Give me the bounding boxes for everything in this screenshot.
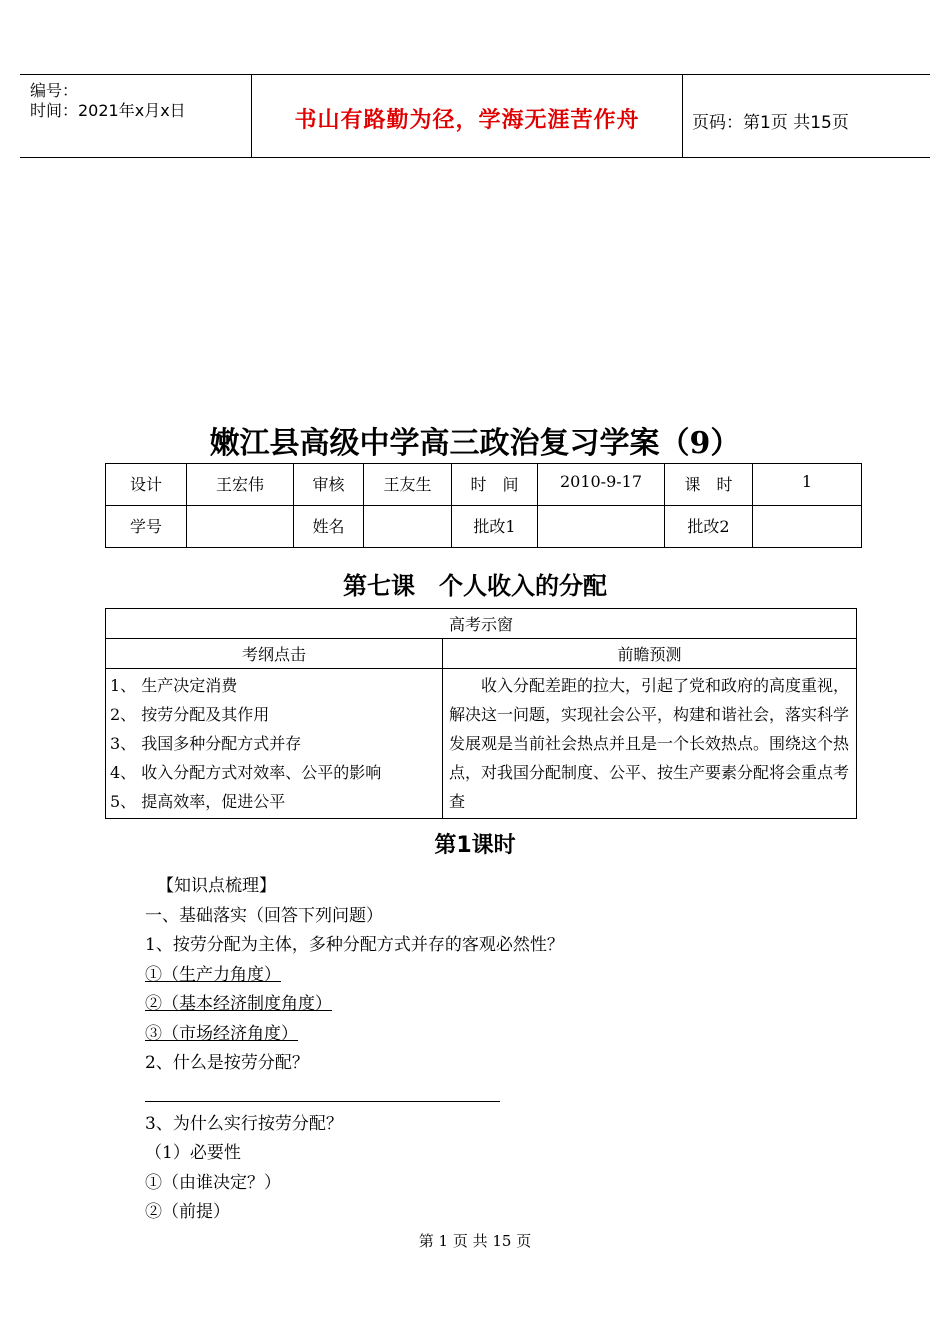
session-title: 第1课时 (434, 833, 516, 858)
page-footer: 第 1 页 共 15 页 (418, 1232, 532, 1250)
cell: 设计 (106, 464, 187, 506)
table-row (106, 506, 862, 548)
header-divider (682, 75, 683, 157)
list-item: 4、 收入分配方式对效率、公平的影响 (110, 763, 382, 782)
blank-answer-line[interactable] (145, 1079, 500, 1102)
answer-line (145, 961, 845, 991)
col-header-right: 前瞻预测 (443, 639, 857, 669)
cell: 王宏伟 (187, 464, 294, 506)
cell: 王友生 (364, 464, 452, 506)
table-row (106, 609, 857, 639)
sub-question: （1）必要性 (145, 1143, 241, 1163)
info-table (105, 463, 862, 548)
sub-item: ①（由谁决定？） (145, 1172, 281, 1193)
cell[interactable] (187, 506, 294, 548)
forecast-text: 收入分配差距的拉大，引起了党和政府的高度重视，解决这一问题，实现社会公平，构建和谐社会，落实科学发展观是当前社会热点并且是一个长效热点。围绕这个热点，对我国分配制度、公平、按生产要素分配将会重点考查 (443, 669, 857, 819)
table-row (106, 639, 857, 669)
col-header-left: 考纲点击 (106, 639, 443, 669)
question: 1、按劳分配为主体，多种分配方式并存的客观必然性？ (145, 935, 564, 955)
answer-prompt: ②（基本经济制度角度） (145, 994, 332, 1014)
list-item: 3、 我国多种分配方式并存 (110, 734, 302, 753)
answer-line (145, 1020, 845, 1050)
exam-caption: 高考示窗 (106, 609, 857, 639)
document-title: 嫩江县高级中学高三政治复习学案（9） (209, 426, 741, 461)
list-item: 2、 按劳分配及其作用 (110, 705, 270, 724)
time-label: 时间：2021年x月x日 (30, 101, 186, 120)
cell: 批改2 (665, 506, 753, 548)
section-heading: 【知识点梳理】 (157, 876, 276, 896)
content-body (145, 872, 845, 1228)
answer-line (145, 990, 845, 1020)
cell: 课 时 (665, 464, 753, 506)
number-label: 编号： (30, 81, 79, 100)
cell: 审核 (294, 464, 364, 506)
lesson-title: 第七课 个人收入的分配 (343, 571, 607, 600)
cell: 2010-9-17 (538, 464, 665, 506)
motto: 书山有路勤为径，学海无涯苦作舟 (294, 108, 640, 133)
cell: 1 (753, 464, 862, 506)
header-meta (30, 81, 186, 121)
question: 3、为什么实行按劳分配？ (145, 1113, 343, 1134)
cell: 姓名 (294, 506, 364, 548)
list-item: 5、 提高效率，促进公平 (110, 792, 286, 811)
part-heading: 一、基础落实（回答下列问题） (145, 905, 383, 926)
cell: 时 间 (452, 464, 538, 506)
exam-table (105, 608, 857, 819)
list-item: 1、 生产决定消费 (110, 676, 238, 695)
table-row (106, 464, 862, 506)
cell: 批改1 (452, 506, 538, 548)
cell[interactable] (753, 506, 862, 548)
cell: 学号 (106, 506, 187, 548)
sub-item: ②（前提） (145, 1202, 230, 1222)
syllabus-list (106, 669, 443, 819)
cell[interactable] (364, 506, 452, 548)
answer-prompt: ③（市场经济角度） (145, 1023, 298, 1044)
table-row (106, 669, 857, 819)
answer-prompt: ①（生产力角度） (145, 964, 281, 985)
question: 2、什么是按劳分配？ (145, 1053, 309, 1073)
cell[interactable] (538, 506, 665, 548)
page-info: 页码：第1页 共15页 (692, 113, 849, 133)
page-header (20, 74, 930, 158)
